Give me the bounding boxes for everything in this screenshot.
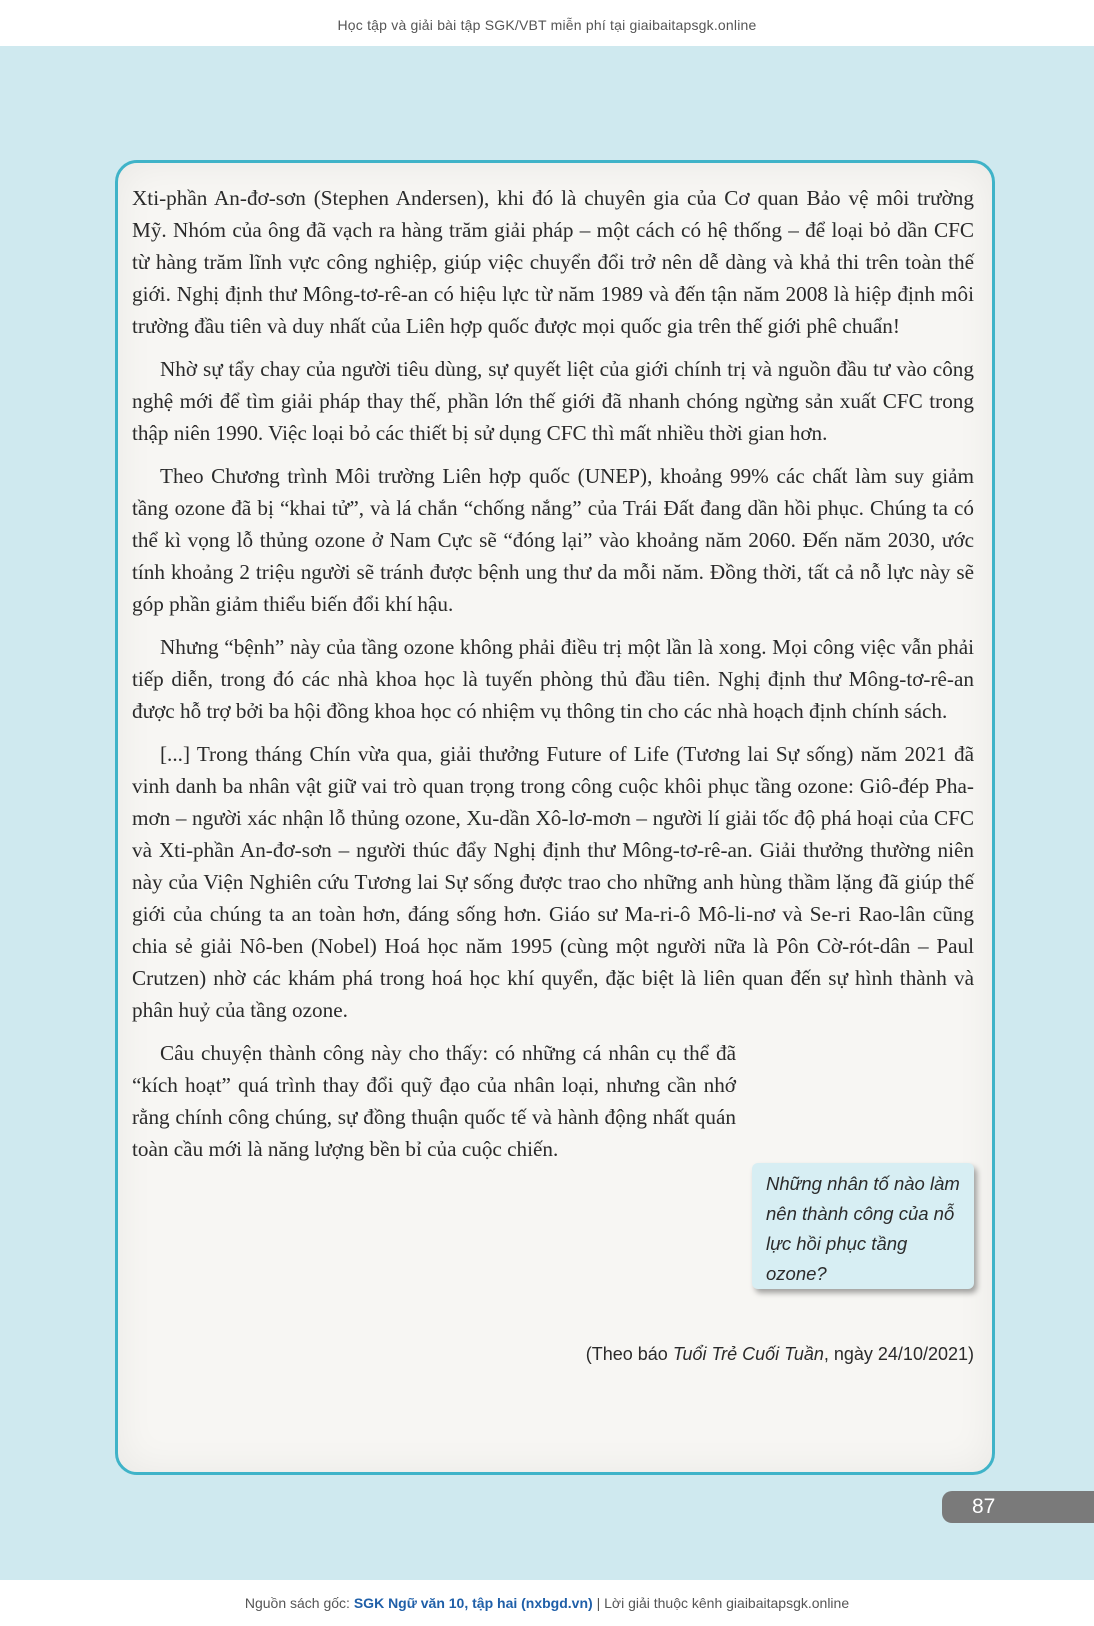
article-paragraph: [...] Trong tháng Chín vừa qua, giải thưởng Future of Life (Tương lai Sự sống) năm 2021 đã vinh danh ba nhân vật giữ vai trò quan trọng trong công cuộc khôi phục tầng ozone: Giô-đép Pha-mơn – người xác nhận lỗ thủng ozone, Xu-dần Xô-lơ-mơn – người lí giải tốc độ phá hoại của CFC và Xti-phần An-đơ-sơn – người thúc đẩy Nghị định thư Mông-tơ-rê-an. Giải thưởng thường niên này của Viện Nghiên cứu Tương lai Sự sống được trao cho những anh hùng thầm lặng đã giúp thế giới của chúng ta an toàn hơn, đáng sống hơn. Giáo sư Ma-ri-ô Mô-li-nơ và Se-ri Rao-lân cũng chia sẻ giải Nô-ben (Nobel) Hoá học năm 1995 (cùng một người nữa là Pôn Cờ-rót-dân – Paul Crutzen) nhờ các khám phá trong hoá học khí quyển, đặc biệt là liên quan đến sự hình thành và phân huỷ của tầng ozone. — [132, 741, 974, 1023]
article-text — [132, 182, 974, 1176]
article-source — [540, 1344, 974, 1365]
article-paragraph: Câu chuyện thành công này cho thấy: có những cá nhân cụ thể đã “kích hoạt” quá trình thay đổi quỹ đạo của nhân loại, nhưng cần nhớ rằng chính công chúng, sự đồng thuận quốc tế và hành động nhất quán toàn cầu mới là năng lượng bền bỉ của cuộc chiến. — [132, 1040, 736, 1162]
article-paragraph: Theo Chương trình Môi trường Liên hợp quốc (UNEP), khoảng 99% các chất làm suy giảm tầng ozone đã bị “khai tử”, và lá chắn “chống nắng” của Trái Đất đang dần hồi phục. Chúng ta có thể kì vọng lỗ thủng ozone ở Nam Cực sẽ “đóng lại” vào khoảng năm 2060. Đến năm 2030, ước tính khoảng 2 triệu người sẽ tránh được bệnh ung thư da mỗi năm. Đồng thời, tất cả nỗ lực này sẽ góp phần giảm thiểu biến đổi khí hậu. — [132, 463, 974, 617]
footer-prefix: Nguồn sách gốc: — [244, 1595, 354, 1611]
bottom-banner — [0, 1580, 1094, 1626]
top-banner: Học tập và giải bài tập SGK/VBT miễn phí tại giaibaitapsgk.online — [0, 0, 1094, 46]
footer-suffix: | Lời giải thuộc kênh giaibaitapsgk.online — [592, 1595, 850, 1611]
footer-book-link[interactable]: SGK Ngữ văn 10, tập hai (nxbgd.vn) — [353, 1595, 593, 1611]
article-paragraph: Xti-phần An-đơ-sơn (Stephen Andersen), khi đó là chuyên gia của Cơ quan Bảo vệ môi trường Mỹ. Nhóm của ông đã vạch ra hàng trăm giải pháp – một cách có hệ thống – để loại bỏ dần CFC từ hàng trăm lĩnh vực công nghiệp, giúp việc chuyển đổi trở nên dễ dàng và khả thi trên toàn thế giới. Nghị định thư Mông-tơ-rê-an có hiệu lực từ năm 1989 và đến tận năm 2008 là hiệp định môi trường đầu tiên và duy nhất của Liên hợp quốc được mọi quốc gia trên thế giới phê chuẩn! — [132, 186, 974, 339]
source-suffix: , ngày 24/10/2021) — [823, 1344, 974, 1364]
article-paragraph: Nhưng “bệnh” này của tầng ozone không phải điều trị một lần là xong. Mọi công việc vẫn phải tiếp diễn, trong đó các nhà khoa học là tuyến phòng thủ đầu tiên. Nghị định thư Mông-tơ-rê-an được hỗ trợ bởi ba hội đồng khoa học có nhiệm vụ thông tin cho các nhà hoạch định chính sách. — [132, 634, 974, 723]
article-paragraph: Nhờ sự tẩy chay của người tiêu dùng, sự quyết liệt của giới chính trị và nguồn đầu tư vào công nghệ mới để tìm giải pháp thay thế, phần lớn thế giới đã nhanh chóng ngừng sản xuất CFC trong thập niên 1990. Việc loại bỏ các thiết bị sử dụng CFC thì mất nhiều thời gian hơn. — [132, 356, 974, 446]
source-prefix: (Theo báo — [585, 1344, 673, 1364]
guiding-question-box: Những nhân tố nào làm nên thành công của nỗ lực hồi phục tầng ozone? — [752, 1163, 974, 1289]
page-number: 87 — [942, 1491, 1094, 1523]
source-paper: Tuổi Trẻ Cuối Tuần — [672, 1344, 824, 1364]
